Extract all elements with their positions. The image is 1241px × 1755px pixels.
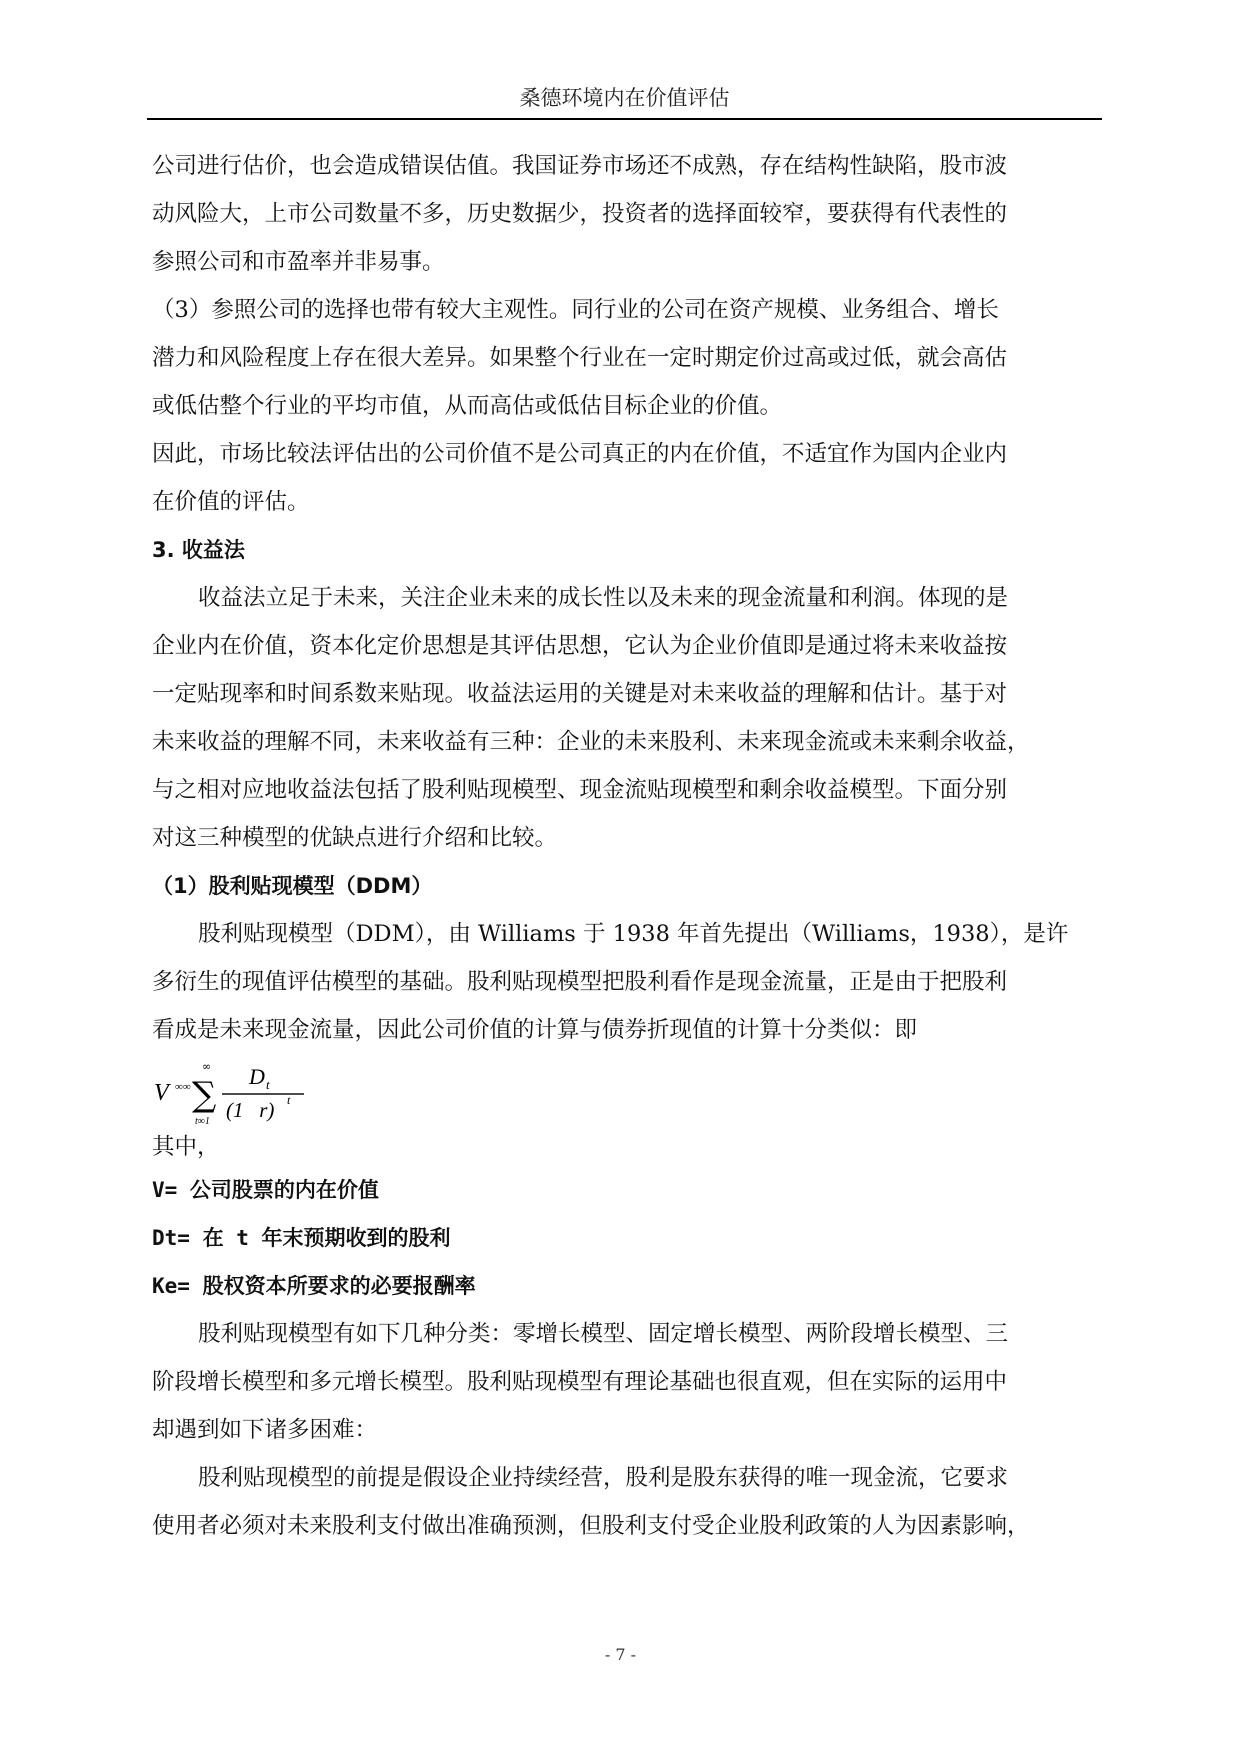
formula-denominator-sup: t (287, 1093, 291, 1107)
paragraph-line: 未来收益的理解不同，未来收益有三种：企业的未来股利、未来现金流或未来剩余收益， (152, 729, 1030, 755)
paragraph-line: 使用者必须对未来股利支付做出准确预测，但股利支付受企业股利政策的人为因素影响， (152, 1513, 1030, 1539)
section-heading: 3. 收益法 (152, 538, 245, 562)
paragraph-line: 与之相对应地收益法包括了股利贴现模型、现金流贴现模型和剩余收益模型。下面分别 (152, 777, 1008, 803)
paragraph-line: 公司进行估价，也会造成错误估值。我国证券市场还不成熟，存在结构性缺陷，股市波 (152, 153, 1008, 179)
paragraph-line: 其中， (152, 1134, 220, 1160)
paragraph-line: 或低估整个行业的平均市值，从而高估或低估目标企业的价值。 (152, 393, 783, 419)
formula-denominator: (1 r) (226, 1098, 275, 1122)
definition-ke: Ke= 股权资本所要求的必要报酬率 (152, 1274, 476, 1298)
paragraph-line: 潜力和风险程度上存在很大差异。如果整个行业在一定时期定价过高或过低，就会高估 (152, 345, 1008, 371)
header-rule (147, 118, 1102, 120)
paragraph-line: 收益法立足于未来，关注企业未来的成长性以及未来的现金流量和利润。体现的是 (198, 585, 1009, 611)
paragraph-line: 企业内在价值，资本化定价思想是其评估思想，它认为企业价值即是通过将未来收益按 (152, 633, 1008, 659)
paragraph-line: 因此，市场比较法评估出的公司价值不是公司真正的内在价值，不适宜作为国内企业内 (152, 441, 1008, 467)
page-body (152, 142, 1102, 1550)
definition-v: V= 公司股票的内在价值 (152, 1178, 379, 1202)
paragraph-line: （3）参照公司的选择也带有较大主观性。同行业的公司在资产规模、业务组合、增长 (152, 297, 999, 323)
page-number: - 7 - (604, 1645, 637, 1664)
paragraph-line: 动风险大，上市公司数量不多，历史数据少，投资者的选择面较窄，要获得有代表性的 (152, 201, 1008, 227)
running-header: 桑德环境内在价值评估 (519, 86, 730, 110)
paragraph-line: 一定贴现率和时间系数来贴现。收益法运用的关键是对未来收益的理解和估计。基于对 (152, 681, 1008, 707)
sum-lower-limit: t∞1 (195, 1116, 210, 1127)
paragraph-line: 股利贴现模型（DDM），由 Williams 于 1938 年首先提出（Williams，1938），是许 (198, 921, 1069, 947)
ddm-formula (152, 1054, 1102, 1128)
formula-graphic (152, 1054, 352, 1128)
paragraph-line: 阶段增长模型和多元增长模型。股利贴现模型有理论基础也很直观，但在实际的运用中 (152, 1369, 1008, 1395)
paragraph-line: 股利贴现模型有如下几种分类：零增长模型、固定增长模型、两阶段增长模型、三 (198, 1321, 1009, 1347)
paragraph-line: 看成是未来现金流量，因此公司价值的计算与债券折现值的计算十分类似：即 (152, 1017, 918, 1043)
paragraph-line: 参照公司和市盈率并非易事。 (152, 249, 445, 275)
paragraph-line: 却遇到如下诸多困难： (152, 1417, 378, 1443)
summation-icon: ∑ (192, 1075, 217, 1115)
sum-upper-limit: ∞ (202, 1060, 212, 1073)
formula-lhs: V (154, 1080, 169, 1106)
paragraph-line: 在价值的评估。 (152, 489, 310, 515)
paragraph-line: 多衍生的现值评估模型的基础。股利贴现模型把股利看作是现金流量，正是由于把股利 (152, 969, 1008, 995)
paragraph-line: 对这三种模型的优缺点进行介绍和比较。 (152, 825, 558, 851)
subsection-heading: （1）股利贴现模型（DDM） (152, 874, 433, 898)
formula-numerator: D (249, 1064, 265, 1089)
paragraph-line: 股利贴现模型的前提是假设企业持续经营，股利是股东获得的唯一现金流，它要求 (198, 1465, 1009, 1491)
formula-numerator-sub: t (266, 1077, 270, 1092)
formula-equals-glyph: ∞∞ (175, 1081, 191, 1093)
definition-dt: Dt= 在 t 年末预期收到的股利 (152, 1226, 451, 1250)
